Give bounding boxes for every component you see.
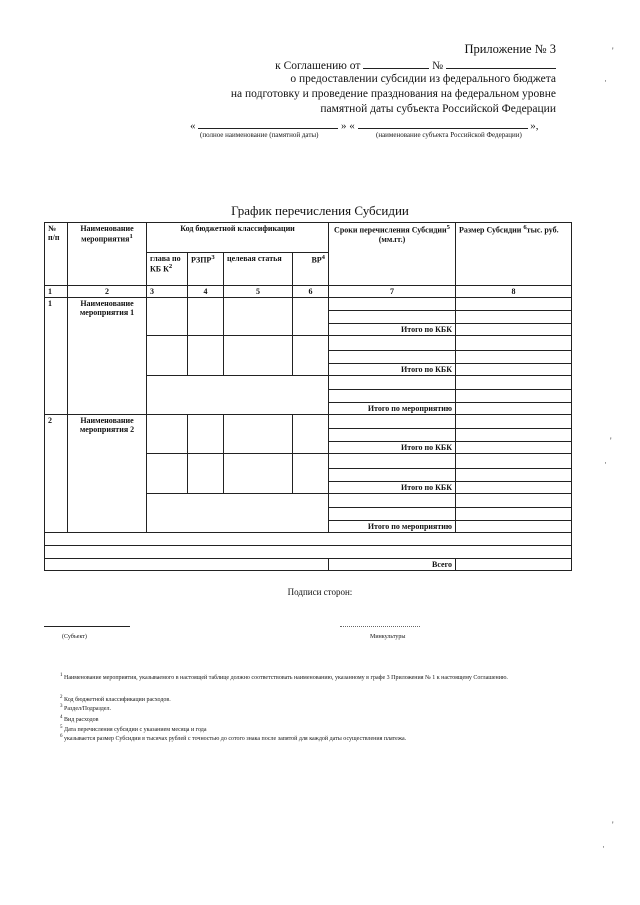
cell bbox=[45, 533, 456, 546]
cell bbox=[456, 429, 572, 442]
footnote-1: $^1$ Наименование мероприятия, указываемого в настоящей таблице должно соответствовать наименованию, указанному в графе 3 Приложения № 1 к настоящему Соглашению. bbox=[60, 673, 508, 681]
caption-subject-name: (наименование субъекта Российской Федерации) bbox=[376, 131, 522, 139]
cell bbox=[147, 336, 188, 376]
table-row bbox=[45, 546, 572, 559]
table-row bbox=[45, 298, 572, 311]
subject-signature-line bbox=[44, 626, 130, 627]
payment-schedule-table bbox=[44, 222, 572, 571]
cell bbox=[456, 298, 572, 311]
cell bbox=[293, 298, 329, 336]
activity-2-name: Наименование мероприятия 2 bbox=[68, 415, 147, 533]
quote-open-2: « bbox=[349, 120, 355, 132]
header-line-2: на подготовку и проведение празднования на федеральном уровне bbox=[230, 88, 556, 100]
cell bbox=[147, 494, 329, 533]
cell bbox=[293, 454, 329, 494]
cell bbox=[456, 533, 572, 546]
subject-caption: (Субъект) bbox=[62, 634, 87, 640]
cell bbox=[224, 454, 293, 494]
page-title: График перечисления Субсидии bbox=[231, 203, 409, 218]
cell bbox=[456, 415, 572, 429]
table-row bbox=[45, 415, 572, 429]
subject-name-blank bbox=[358, 117, 528, 129]
scan-mark: ' bbox=[612, 820, 614, 830]
scan-mark: ' bbox=[610, 436, 612, 446]
footnote-6: $^6$ указывается размер Субсидии в тысячах рублей с точностью до сотого знака после запятой для каждой даты осуществления платежа. bbox=[60, 734, 407, 742]
column-number: 6 bbox=[293, 286, 329, 298]
cell bbox=[456, 469, 572, 482]
header-line-1: о предоставлении субсидии из федерального бюджета bbox=[290, 73, 556, 85]
column-number: 7 bbox=[329, 286, 456, 298]
quote-close-1: » bbox=[341, 120, 347, 132]
header-glava: глава по КБ $К^2$ bbox=[147, 253, 188, 286]
column-number: 5 bbox=[224, 286, 293, 298]
footnote-2: $^2$ Код бюджетной классификации расходов. bbox=[60, 695, 171, 703]
cell bbox=[456, 442, 572, 454]
cell bbox=[147, 415, 188, 454]
activity-1-num: 1 bbox=[45, 298, 68, 415]
cell bbox=[45, 546, 456, 559]
cell bbox=[45, 559, 329, 571]
cell bbox=[456, 559, 572, 571]
cell bbox=[329, 351, 456, 364]
cell bbox=[456, 521, 572, 533]
cell bbox=[456, 494, 572, 508]
quote-close-2: », bbox=[530, 120, 539, 132]
column-number: 3 bbox=[147, 286, 188, 298]
agreement-number-blank bbox=[446, 57, 556, 69]
subtotal-activity-label: Итого по мероприятию bbox=[329, 403, 456, 415]
cell bbox=[456, 364, 572, 376]
cell bbox=[329, 494, 456, 508]
footnote-5: $^5$ Дата перечисления субсидии с указанием месяца и года bbox=[60, 725, 207, 733]
column-number: 1 bbox=[45, 286, 68, 298]
header-rzpr: РЗПР$^3$ bbox=[188, 253, 224, 286]
cell bbox=[329, 298, 456, 311]
cell bbox=[329, 508, 456, 521]
header-blanks bbox=[190, 117, 539, 132]
cell bbox=[293, 336, 329, 376]
header-subsidy-amount: Размер Субсидии $^6$тыс. руб. bbox=[456, 223, 572, 286]
cell bbox=[329, 376, 456, 390]
cell bbox=[456, 324, 572, 336]
cell bbox=[224, 298, 293, 336]
subtotal-activity-label: Итого по мероприятию bbox=[329, 521, 456, 533]
cell bbox=[456, 390, 572, 403]
subtotal-kbk-label: Итого по КБК bbox=[329, 324, 456, 336]
ministry-caption: Минкультуры bbox=[370, 634, 406, 640]
cell bbox=[456, 454, 572, 469]
grand-total-row bbox=[45, 559, 572, 571]
column-numbers-row bbox=[45, 286, 572, 298]
header-vr: $ВР^4$ bbox=[293, 253, 329, 286]
cell bbox=[456, 311, 572, 324]
cell bbox=[293, 415, 329, 454]
cell bbox=[224, 336, 293, 376]
cell bbox=[147, 454, 188, 494]
cell bbox=[329, 336, 456, 351]
subtotal-kbk-label: Итого по КБК bbox=[329, 442, 456, 454]
caption-memorial-date: (полное наименование (памятной даты) bbox=[200, 131, 319, 139]
cell bbox=[188, 415, 224, 454]
cell bbox=[329, 390, 456, 403]
column-number: 4 bbox=[188, 286, 224, 298]
cell bbox=[188, 298, 224, 336]
cell bbox=[188, 336, 224, 376]
subtotal-kbk-label: Итого по КБК bbox=[329, 482, 456, 494]
footnote-3: $^3$ Раздел/Подраздел. bbox=[60, 704, 111, 712]
cell bbox=[224, 415, 293, 454]
header-line-3: памятной даты субъекта Российской Федерации bbox=[320, 103, 556, 115]
activity-2-num: 2 bbox=[45, 415, 68, 533]
quote-open-1: « bbox=[190, 120, 196, 132]
cell bbox=[456, 482, 572, 494]
footnote-4: $^4$ Вид расходов bbox=[60, 715, 99, 723]
grand-total-label: Всего bbox=[329, 559, 456, 571]
scan-mark: · bbox=[604, 458, 607, 468]
header-activity-name: Наименование мероприятия$^1$ bbox=[68, 223, 147, 286]
cell bbox=[456, 403, 572, 415]
agreement-number-label: № bbox=[432, 60, 444, 72]
header-kbk: Код бюджетной классификации bbox=[147, 223, 329, 253]
cell bbox=[188, 454, 224, 494]
cell bbox=[329, 469, 456, 482]
agreement-date-blank bbox=[363, 57, 429, 69]
table-row bbox=[45, 533, 572, 546]
agreement-prefix: к Соглашению от bbox=[275, 60, 361, 72]
header-target-article: целевая статья bbox=[224, 253, 293, 286]
column-number: 2 bbox=[68, 286, 147, 298]
cell bbox=[147, 298, 188, 336]
cell bbox=[147, 376, 329, 415]
subtotal-kbk-label: Итого по КБК bbox=[329, 364, 456, 376]
cell bbox=[329, 429, 456, 442]
cell bbox=[329, 454, 456, 469]
scan-mark: · bbox=[602, 842, 605, 852]
appendix-title: Приложение № 3 bbox=[464, 42, 556, 56]
cell bbox=[329, 311, 456, 324]
cell bbox=[456, 336, 572, 351]
cell bbox=[456, 376, 572, 390]
header-num: № п/п bbox=[45, 223, 68, 286]
cell bbox=[456, 508, 572, 521]
memorial-date-blank bbox=[198, 117, 338, 129]
signatures-title: Подписи сторон: bbox=[287, 587, 353, 597]
header-transfer-dates: Сроки перечисления Субсидии$^5$ (мм.гг.) bbox=[329, 223, 456, 286]
column-number: 8 bbox=[456, 286, 572, 298]
cell bbox=[456, 351, 572, 364]
ministry-signature-line bbox=[340, 626, 420, 627]
cell bbox=[329, 415, 456, 429]
cell bbox=[456, 546, 572, 559]
activity-1-name: Наименование мероприятия 1 bbox=[68, 298, 147, 415]
scan-mark: ' bbox=[612, 46, 614, 56]
scan-mark: · bbox=[604, 76, 607, 86]
